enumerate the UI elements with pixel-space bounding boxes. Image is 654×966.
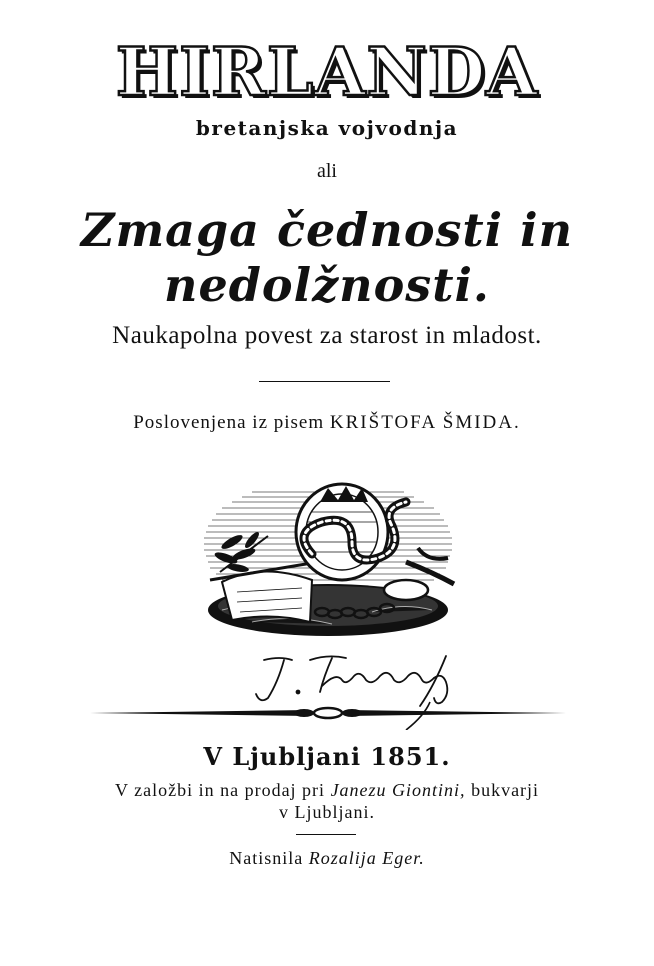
main-title-line2: nedolžnosti.	[164, 258, 490, 312]
book-title: HIRLANDA	[115, 33, 539, 111]
publisher-line2: v Ljubljani.	[279, 802, 375, 822]
translation-line	[0, 412, 654, 434]
divider-tiny	[296, 834, 356, 835]
place-date: V Ljubljani 1851.	[203, 742, 451, 771]
subtitle: bretanjska vojvodnja	[195, 116, 459, 140]
handwritten-signature-icon	[250, 646, 460, 708]
printer-prefix: Natisnila	[229, 848, 304, 868]
conjunction: ali	[317, 160, 337, 182]
translation-prefix: Poslovenjena iz pisem	[133, 412, 325, 433]
publisher-prefix: V založbi in na prodaj pri	[114, 780, 326, 800]
genre-line: Naukapolna povest za starost in mladost.	[112, 322, 542, 349]
translation-author: KRIŠTOFA ŠMIDA.	[329, 412, 521, 433]
printer-name: Rozalija Eger.	[308, 848, 425, 868]
publisher-suffix: bukvarji	[471, 780, 540, 800]
divider-short	[259, 381, 390, 382]
vignette-shield-serpent-chains-icon	[192, 462, 464, 642]
publisher-line1	[0, 780, 654, 801]
ornamental-rule-icon	[90, 700, 566, 730]
printer-line	[0, 848, 654, 869]
main-title-line1: Zmaga čednosti in	[80, 203, 574, 257]
publisher-name: Janezu Giontini,	[330, 780, 466, 800]
